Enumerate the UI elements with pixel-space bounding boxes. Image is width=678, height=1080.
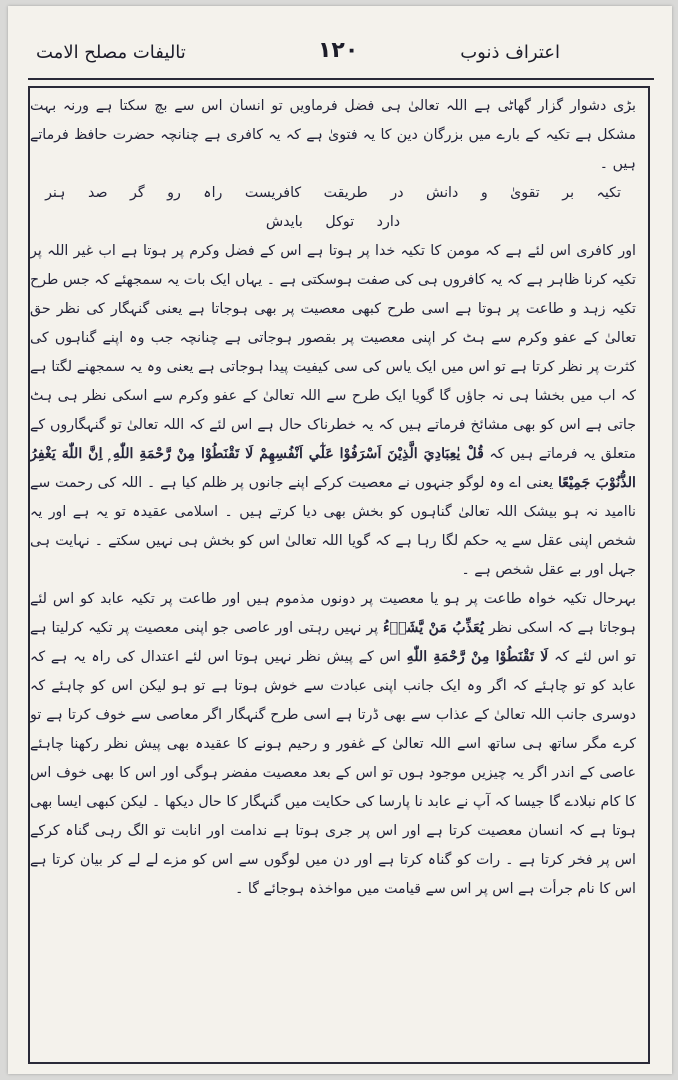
chapter-title: اعتراف ذنوب	[460, 42, 560, 63]
paragraph-2-continued: یعنی اے وہ لوگو جنہوں نے معصیت کرکے اپنے جانوں پر ظلم کیا ہے ۔ اللہ کی رحمت سے ناامید نہ ہو بیشک اللہ تعالیٰ گناہوں کو بخش بھی دیا کرتے ہیں ۔ اسلامی عقیدہ تو یہ ہے اور یہ شخص اپنی عقل سے یہ حکم لگا رہا ہے کہ گویا اللہ تعالیٰ اس کو بخش ہی نہیں سکتے ۔ نہایت ہی جہل اور بے عقل شخص ہے ۔	[30, 475, 636, 578]
paragraph-3-continued: پر نہیں رہتی اور عاصی جو اپنی معصیت پر تکیہ کرلیتا ہے تو اس لئے کہ	[30, 620, 636, 665]
series-title: تالیفات مصلح الامت	[36, 42, 186, 63]
paragraph-3	[30, 585, 636, 904]
paragraph-2	[30, 237, 636, 585]
persian-verse: تکیہ بر تقویٰ و دانش در طریقت کافریست راہ رو گر صد ہنر دارد توکل بایدش	[45, 185, 621, 230]
quran-verse-zumar: قُلْ يٰعِبَادِيَ الَّذِيْنَ اَسْرَفُوْا عَلٰٓي اَنْفُسِهِمْ لَا تَقْنَطُوْا مِنْ رَّحْمَةِ اللّٰهِ ۭ اِنَّ اللّٰهَ يَغْفِرُ الذُّنُوْبَ جَمِيْعًا	[30, 446, 636, 491]
quran-phrase-la-taqnatu: لَا تَقْنَطُوْا مِنْ رَّحْمَةِ اللّٰهِ	[406, 649, 549, 665]
paragraph-3-end: اس کے پیش نظر نہیں ہوتا اس لئے اعتدال کی راہ یہ ہے کہ عابد کو تو چاہئے کہ اگر وہ ایک جانب اپنی عبادت سے خوش ہوتا ہے تو ہو لیکن اس کو چاہئے کہ دوسری جانب اللہ تعالیٰ کے عذاب سے بھی ڈرتا ہے اسی طرح گنہگار اگر معاصی سے خوف کرتا ہے تو کرے مگر ساتھ ہی ساتھ اسے اللہ تعالیٰ کے غفور و رحیم ہونے کا عقیدہ بھی پیش نظر رکھنا چاہئے عاصی کے اندر اگر یہ چیزیں موجود ہوں تو اس کے بعد معصیت مفضر ہوگی اور اس کا بھی خوف اس کا کام نبلادے گا جیسا کہ آپ نے عابد نا پارسا کی حکایت میں گنہگار کا حال دیکھا ۔ لیکن کبھی ایسا بھی ہوتا ہے کہ انسان معصیت کرتا ہے اور اس پر جری ہوتا ہے ندامت اور انابت تو الگ رہی گناہ کرکے اس پر فخر کرتا ہے ۔ رات کو گناہ کرتا ہے اور دن میں لوگوں سے اس کو مزے لے لے کر بیان کرتا ہے اس کا نام جرأت ہے اس پر اس سے قیامت میں مواخذہ ہوجائے گا ۔	[30, 649, 636, 897]
body-text	[30, 92, 636, 1044]
paragraph-1	[30, 92, 636, 179]
page-number: ۱۲۰	[318, 38, 359, 63]
header-divider	[28, 78, 654, 80]
paragraph-3-text: بہرحال تکیہ خواہ طاعت پر ہو یا معصیت پر دونوں مذموم ہیں اور طاعت پر تکیہ عابد کو اس لئے ہوجاتا ہے کہ اسکی نظر	[30, 591, 636, 636]
quran-phrase-yuazzibu: يُعَذِّبُ مَنْ يَّشَاۗءُ	[382, 620, 484, 636]
paragraph-1-text: بڑی دشوار گزار گھاٹی ہے اللہ تعالیٰ ہی فضل فرماویں تو انسان اس سے بچ سکتا ہے ورنہ بہت مشکل ہے تکیہ کے بارے میں بزرگان دین کا یہ فتویٰ ہے کہ یہ کافری ہے چنانچہ حضرت حافظ فرماتے ہیں ۔	[30, 98, 636, 172]
page-header	[8, 6, 672, 80]
paragraph-2-text: اور کافری اس لئے ہے کہ مومن کا تکیہ خدا پر ہوتا ہے اس کے فضل وکرم پر ہوتا ہے اب غیر اللہ پر تکیہ کرنا ظاہر ہے کہ یہ کافروں ہی کی صفت ہوسکتی ہے ۔ یہاں ایک بات یہ سمجھئے کہ جس طرح تکیہ زہد و طاعت پر ہوتا ہے اسی طرح کبھی معصیت پر بھی ہوجاتا ہے یعنی گنہگار کی نظر حق تعالیٰ کے عفو وکرم سے ہٹ کر اپنی معصیت پر بقصور ہوجاتی ہے چنانچہ جب وہ اپنے گناہوں کی کثرت پر نظر کرتا ہے تو اس میں ایک یاس کی سی کیفیت پیدا ہوجاتی ہے یعنی وہ یہ سمجھنے لگتا ہے کہ اب میں بخشا ہی نہ جاؤں گا گویا ایک طرح سے اللہ تعالیٰ کے عفو وکرم سے اسکی نظر ہی ہٹ جاتی ہے اس کو بھی مشائخ فرماتے ہیں کہ یہ خطرناک حال ہے اس لئے کہ اللہ تعالیٰ تو گنہگاروں کے متعلق یہ فرماتے ہیں کہ	[30, 243, 636, 462]
